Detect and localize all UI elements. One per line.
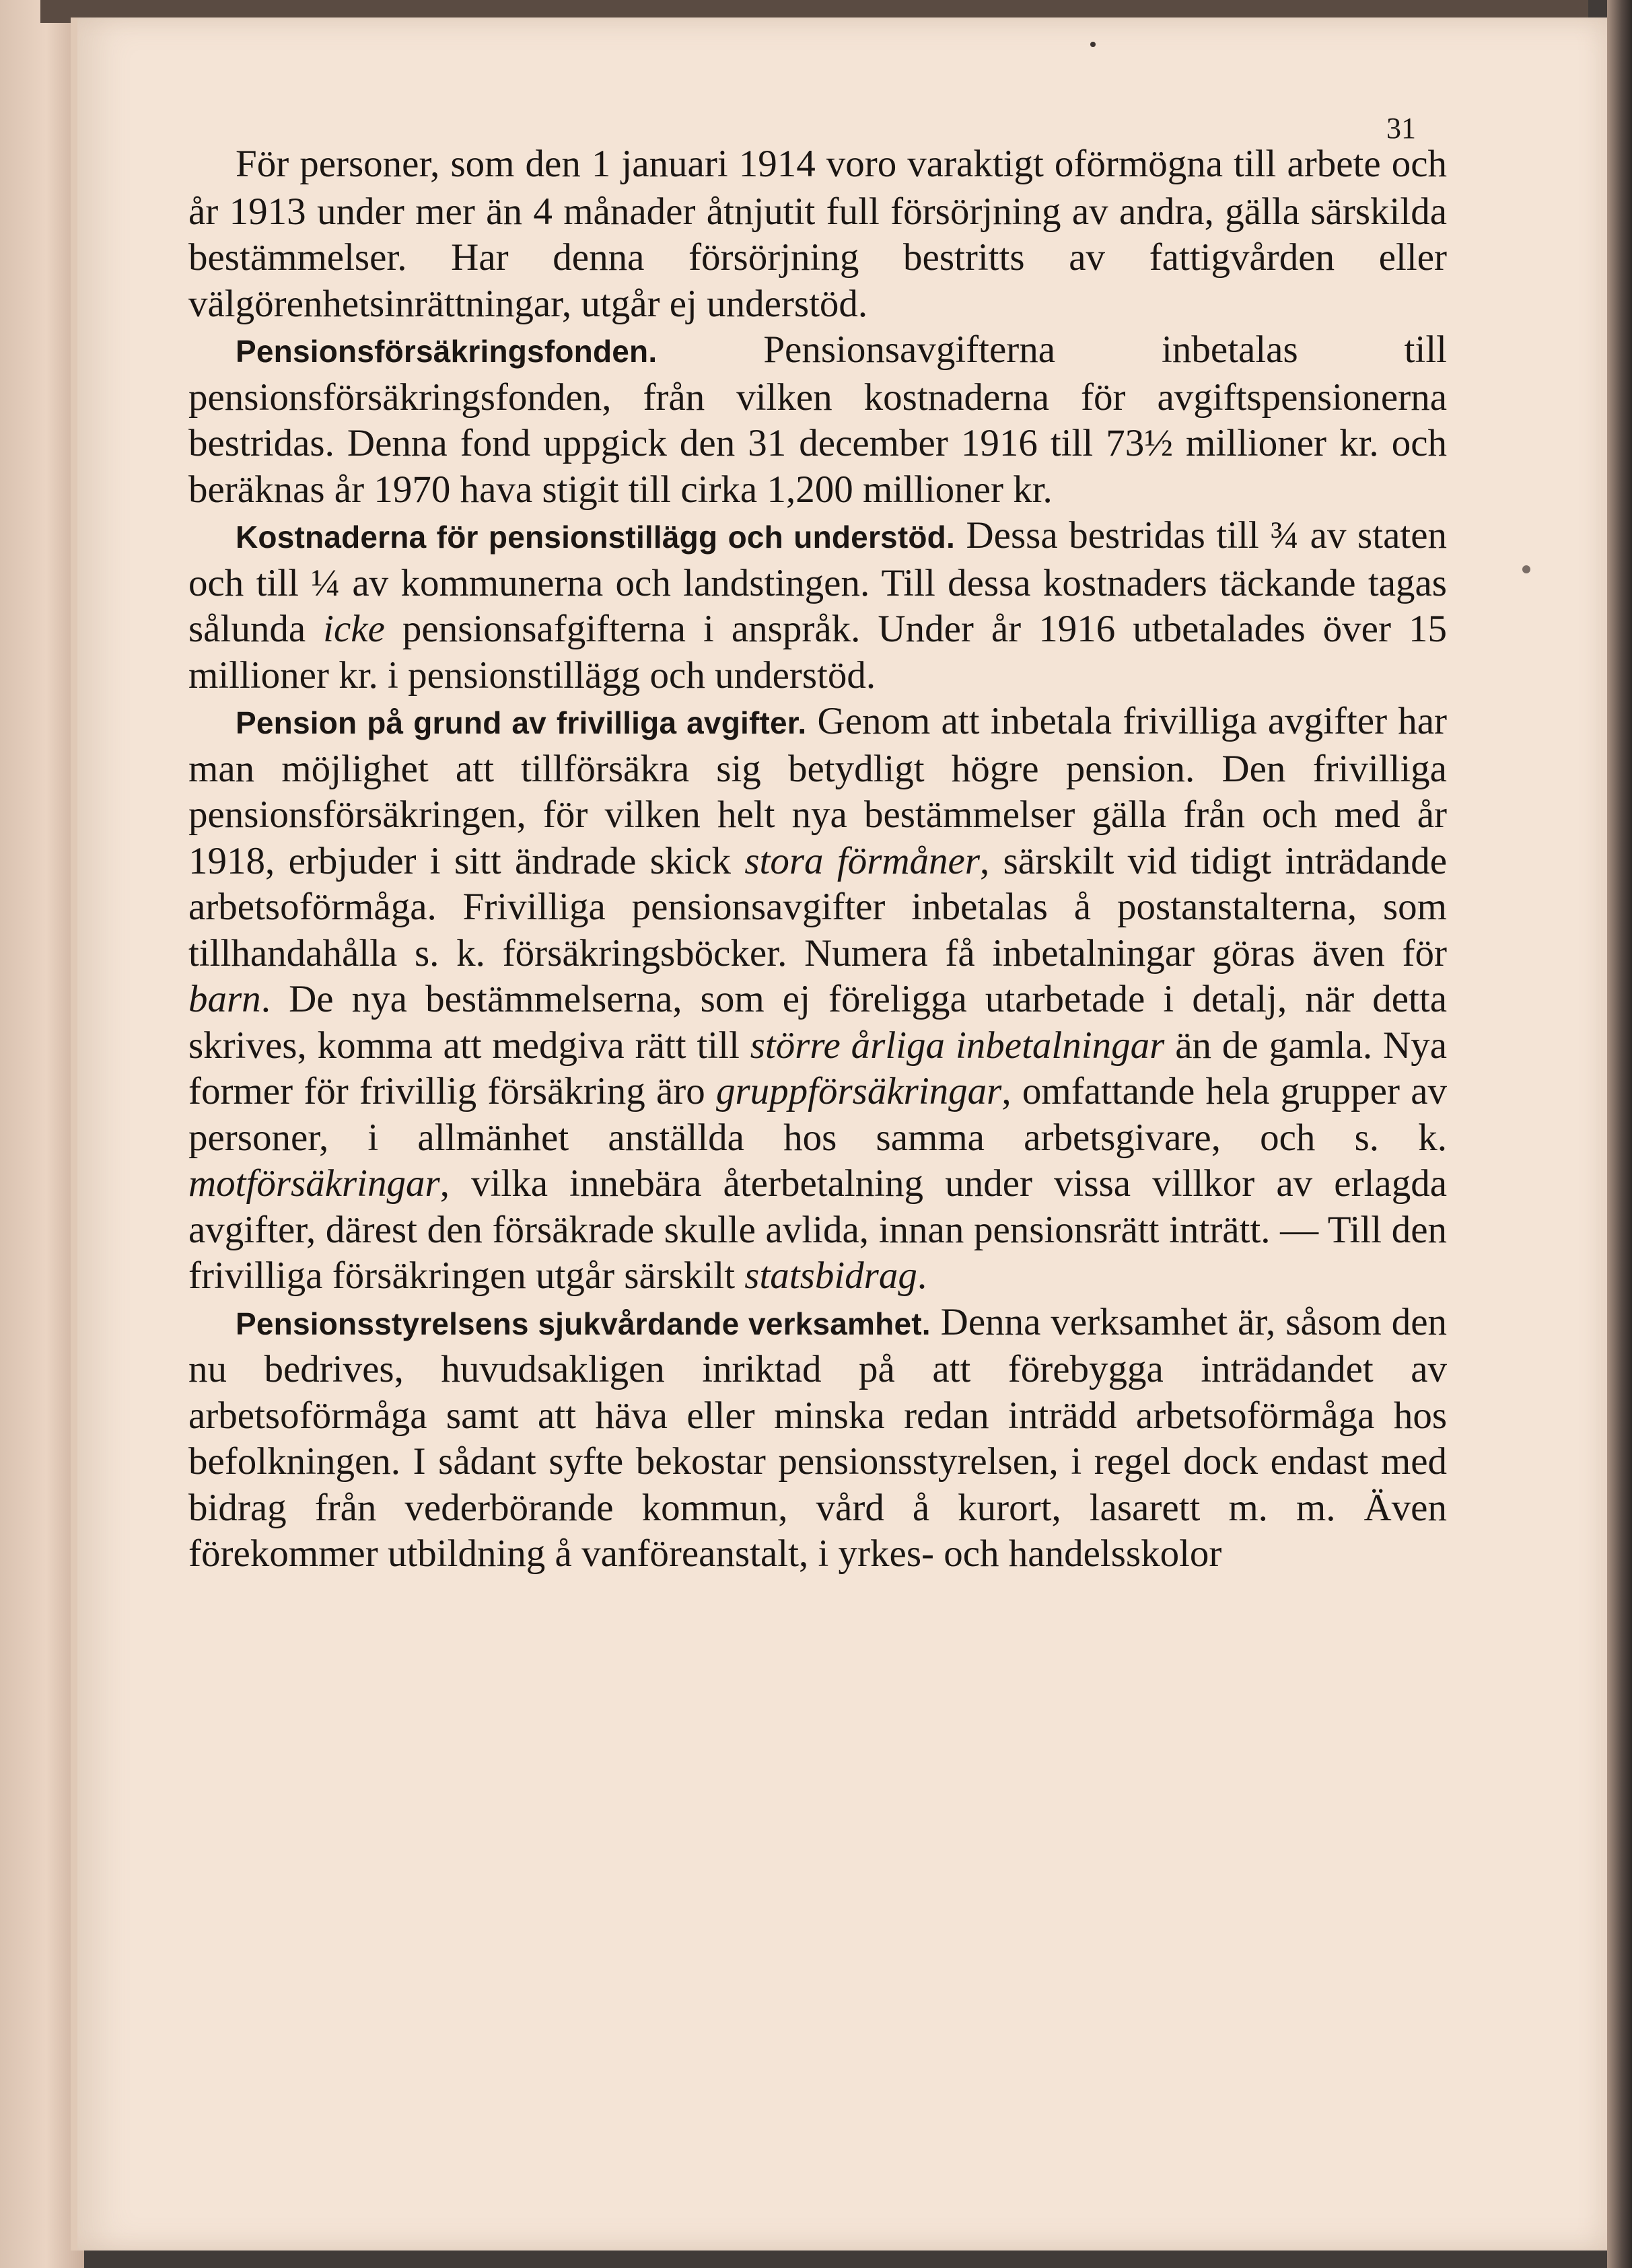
- italic-text: gruppförsäkringar: [715, 1070, 1002, 1112]
- body-text: [188, 141, 1447, 1578]
- paragraph: [188, 513, 1447, 699]
- italic-text: stora förmåner: [744, 839, 981, 882]
- paragraph-text: . De nya bestämmelserna, som ej föreligga utarbetade i detalj, när detta skrives, komma att medgiva rätt till: [188, 978, 1447, 1067]
- paragraph-text: .: [917, 1254, 927, 1297]
- paragraph: [188, 1300, 1447, 1578]
- paragraph-text: , särskilt vid tidigt inträdande arbetsoförmåga. Frivilliga pensionsavgifter inbetalas å postanstalterna, som tillhandahålla s. k. försäkringsböcker. Numera få inbetalningar göras även för: [188, 839, 1447, 974]
- paragraph-heading: Kostnaderna för pensionstillägg och understöd.: [236, 520, 955, 555]
- page-number: 31: [1386, 112, 1416, 145]
- ink-speck: [1090, 42, 1096, 47]
- paragraph-text: Pensionsavgifterna inbetalas till pensionsförsäkringsfonden, från vilken kostnaderna för avgiftspensionerna bestridas. Denna fond uppgick den 31 december 1916 till 73½ millioner kr. och beräknas år 1970 hava stigit till cirka 1,200 millioner kr.: [188, 328, 1447, 511]
- paragraph-text: Denna verksamhet är, såsom den nu bedrives, huvudsakligen inriktad på att förebygga inträdandet av arbetsoförmåga samt att häva eller minska redan inträdd arbetsoförmåga hos befolkningen. I sådant syfte bekostar pensionsstyrelsen, i regel dock endast med bidrag från vederbörande kommun, vård å kurort, lasarett m. m. Även förekommer utbildning å vanföreanstalt, i yrkes- och handelsskolor: [188, 1300, 1447, 1575]
- margin-speck: [1522, 565, 1530, 573]
- paragraph-text: Genom att inbetala frivilliga avgifter har man möjlighet att tillförsäkra sig betydligt högre pension. Den frivilliga pensionsförsäkringen, för vilken helt nya bestämmelser gälla från och med år 1918, erbjuder i sitt ändrade skick: [188, 700, 1448, 882]
- paragraph: [188, 699, 1447, 1300]
- italic-text: motförsäkringar: [188, 1162, 440, 1205]
- right-page-edge: [1607, 0, 1632, 2268]
- italic-text: större årliga inbetalningar: [750, 1024, 1165, 1067]
- paragraph-heading: Pensionsstyrelsens sjukvårdande verksamhet.: [236, 1306, 931, 1341]
- paragraph-text: pensionsafgifterna i anspråk. Under år 1916 utbetalades över 15 millioner kr. i pensionstillägg och understöd.: [188, 608, 1447, 697]
- paragraph: [188, 141, 1447, 327]
- paragraph-heading: Pension på grund av frivilliga avgifter.: [236, 705, 807, 740]
- italic-text: icke: [323, 608, 385, 650]
- paragraph-text: än de gamla. Nya former för frivillig försäkring äro: [188, 1024, 1447, 1112]
- paragraph-text: , omfattande hela grupper av personer, i allmänhet anställda hos samma arbetsgivare, och s. k.: [188, 1070, 1448, 1159]
- italic-text: statsbidrag: [744, 1254, 917, 1297]
- paragraph-text: Dessa bestridas till ¾ av staten och till ¼ av kommunerna och landstingen. Till dessa kostnaders täckande tagas sålunda: [188, 514, 1448, 650]
- paragraph-text: , vilka innebära återbetalning under vissa villkor av erlagda avgifter, därest den försäkrade skulle avlida, innan pensionsrätt inträtt. — Till den frivilliga försäkringen utgår särskilt: [188, 1162, 1447, 1297]
- italic-text: barn: [188, 978, 261, 1020]
- paragraph: [188, 327, 1447, 513]
- paragraph-heading: Pensionsförsäkringsfonden.: [236, 334, 658, 369]
- paragraph-text: För personer, som den 1 januari 1914 voro varaktigt oförmögna till arbete och år 1913 under mer än 4 månader åtnjutit full försörjning av andra, gälla särskilda bestämmelser. Har denna försörjning bestritts av fattigvården eller välgörenhetsinrättningar, utgår ej understöd.: [188, 143, 1447, 325]
